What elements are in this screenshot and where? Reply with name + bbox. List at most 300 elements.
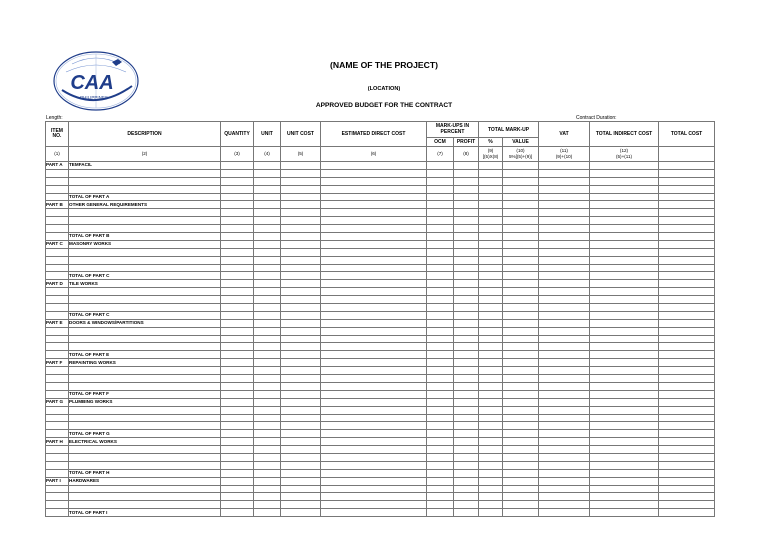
part-total-row [46,469,715,477]
table-cell [281,390,321,398]
table-cell [221,406,254,414]
table-cell [427,319,454,327]
table-cell [539,398,590,406]
table-cell [46,193,69,201]
table-cell [427,477,454,485]
logo-subtext: PHILIPPINES [80,95,108,100]
table-cell [254,169,281,177]
index-formula: (5)+(11) [615,154,633,159]
header-markups-percent: MARK-UPS IN PERCENT [427,122,479,138]
table-cell [479,240,503,248]
table-cell [590,406,659,414]
table-cell [659,304,715,312]
table-cell [254,280,281,288]
table-cell [659,343,715,351]
project-title: (NAME OF THE PROJECT) [330,60,438,70]
table-cell [503,446,539,454]
table-cell [454,233,479,241]
table-cell [539,477,590,485]
table-cell [539,438,590,446]
table-cell [590,430,659,438]
table-cell [503,288,539,296]
table-cell [427,430,454,438]
table-cell [69,209,221,217]
part-total-label: TOTAL OF PART H [69,469,221,477]
table-cell [659,288,715,296]
table-cell [590,390,659,398]
table-cell [427,185,454,193]
part-title: TEMFACIL [69,162,221,170]
table-cell [659,201,715,209]
table-cell [659,485,715,493]
table-cell [281,359,321,367]
table-cell [46,288,69,296]
table-cell [454,406,479,414]
table-cell [281,469,321,477]
table-row [46,225,715,233]
table-cell [281,280,321,288]
table-cell [254,217,281,225]
table-cell [69,296,221,304]
table-cell [254,193,281,201]
table-cell [321,485,427,493]
table-cell [454,272,479,280]
table-cell [69,248,221,256]
table-cell [221,398,254,406]
table-cell [590,335,659,343]
part-code: PART I [46,477,69,485]
table-cell [69,485,221,493]
table-cell [479,398,503,406]
table-cell [590,422,659,430]
table-cell [503,382,539,390]
table-cell [503,169,539,177]
table-cell [221,209,254,217]
table-cell [479,343,503,351]
table-cell [503,422,539,430]
table-cell [454,162,479,170]
table-cell [539,343,590,351]
table-cell [590,375,659,383]
table-cell [503,461,539,469]
table-cell [539,453,590,461]
index-cell: (3) [221,147,254,162]
table-cell [479,311,503,319]
table-cell [454,248,479,256]
table-cell [590,264,659,272]
table-cell [254,335,281,343]
header-ocm: OCM [427,138,454,147]
table-cell [221,335,254,343]
part-code: PART F [46,359,69,367]
index-label: (11) [560,148,568,154]
table-cell [221,185,254,193]
table-cell [46,209,69,217]
table-cell [479,264,503,272]
part-title: MASONRY WORKS [69,240,221,248]
table-cell [254,382,281,390]
table-cell [539,390,590,398]
table-cell [427,264,454,272]
table-cell [539,233,590,241]
table-cell [321,193,427,201]
table-cell [539,225,590,233]
table-cell [454,256,479,264]
table-cell [321,177,427,185]
table-cell [254,485,281,493]
table-cell [590,453,659,461]
location-label: (LOCATION) [367,86,401,92]
table-cell [539,177,590,185]
table-cell [479,351,503,359]
part-title: ELECTRICAL WORKS [69,438,221,446]
column-index-row [46,147,715,162]
table-cell [221,201,254,209]
index-cell: (4) [254,147,281,162]
table-row [46,217,715,225]
part-title: DOORS & WINDOWS/PARTITIONS [69,319,221,327]
table-cell [590,248,659,256]
table-cell [221,382,254,390]
table-cell [659,280,715,288]
table-cell [479,248,503,256]
part-header-row [46,359,715,367]
table-cell [427,398,454,406]
table-cell [254,343,281,351]
table-cell [454,185,479,193]
table-cell [281,453,321,461]
part-title: PLUMBING WORKS [69,398,221,406]
table-cell [427,390,454,398]
table-cell [590,311,659,319]
table-cell [254,398,281,406]
table-cell [221,367,254,375]
table-cell [503,469,539,477]
table-cell [254,272,281,280]
table-cell [321,375,427,383]
table-row [46,335,715,343]
part-title: TILE WORKS [69,280,221,288]
table-cell [221,493,254,501]
table-cell [254,446,281,454]
table-cell [254,406,281,414]
table-cell [427,469,454,477]
header-total-cost: TOTAL COST [659,122,715,147]
part-total-label: TOTAL OF PART B [69,233,221,241]
table-cell [539,256,590,264]
table-cell [454,359,479,367]
table-cell [659,477,715,485]
table-cell [321,493,427,501]
table-cell [321,390,427,398]
table-cell [281,430,321,438]
table-cell [254,422,281,430]
table-cell [321,233,427,241]
table-cell [590,461,659,469]
table-cell [479,461,503,469]
table-cell [454,367,479,375]
table-cell [454,319,479,327]
table-cell [46,469,69,477]
table-cell [221,414,254,422]
table-cell [427,422,454,430]
table-cell [69,304,221,312]
table-cell [46,367,69,375]
table-cell [659,162,715,170]
table-cell [254,351,281,359]
table-cell [659,248,715,256]
table-cell [281,296,321,304]
table-cell [590,359,659,367]
table-cell [281,375,321,383]
table-cell [321,327,427,335]
table-cell [659,398,715,406]
table-cell [427,438,454,446]
table-cell [281,256,321,264]
table-cell [659,469,715,477]
table-cell [503,201,539,209]
table-cell [539,430,590,438]
table-cell [479,493,503,501]
table-cell [539,367,590,375]
table-cell [454,382,479,390]
table-cell [321,240,427,248]
table-cell [221,225,254,233]
table-cell [659,335,715,343]
contract-duration-label: Contract Duration: [576,115,617,121]
table-cell [69,185,221,193]
table-cell [281,367,321,375]
table-cell [69,461,221,469]
table-cell [479,233,503,241]
table-cell [69,422,221,430]
table-cell [454,169,479,177]
index-cell: (7) [427,147,454,162]
table-cell [281,501,321,509]
table-cell [454,461,479,469]
table-cell [46,327,69,335]
table-cell [46,461,69,469]
header-vat: VAT [539,122,590,147]
table-cell [503,485,539,493]
table-cell [659,256,715,264]
part-header-row [46,280,715,288]
table-cell [221,359,254,367]
part-total-row [46,509,715,517]
table-cell [503,501,539,509]
table-cell [503,225,539,233]
table-cell [254,461,281,469]
table-cell [281,438,321,446]
table-cell [503,185,539,193]
part-total-label: TOTAL OF PART G [69,430,221,438]
table-cell [539,288,590,296]
table-cell [321,351,427,359]
table-cell [69,375,221,383]
table-cell [503,311,539,319]
table-cell [454,311,479,319]
table-cell [427,461,454,469]
table-cell [281,422,321,430]
table-cell [659,382,715,390]
table-cell [454,280,479,288]
header-unit-cost: UNIT COST [281,122,321,147]
table-cell [221,422,254,430]
table-cell [659,296,715,304]
table-cell [321,296,427,304]
table-cell [254,233,281,241]
table-cell [427,453,454,461]
table-cell [590,185,659,193]
table-cell [479,193,503,201]
table-cell [659,422,715,430]
table-cell [69,414,221,422]
part-code: PART G [46,398,69,406]
table-cell [281,193,321,201]
table-cell [281,272,321,280]
table-cell [281,343,321,351]
table-cell [69,382,221,390]
table-cell [590,296,659,304]
table-cell [539,406,590,414]
table-cell [221,311,254,319]
header-unit: UNIT [254,122,281,147]
table-cell [590,209,659,217]
table-cell [321,288,427,296]
table-cell [503,359,539,367]
table-cell [590,414,659,422]
table-cell [503,162,539,170]
table-cell [321,382,427,390]
table-row [46,446,715,454]
header-quantity: QUANTITY [221,122,254,147]
table-cell [479,469,503,477]
table-cell [254,288,281,296]
table-cell [539,501,590,509]
table-cell [659,501,715,509]
table-cell [659,225,715,233]
table-row [46,256,715,264]
table-cell [479,422,503,430]
table-row [46,169,715,177]
table-cell [454,509,479,517]
index-cell [503,147,539,162]
table-cell [427,296,454,304]
table-cell [539,272,590,280]
table-cell [590,398,659,406]
table-cell [539,509,590,517]
table-cell [321,509,427,517]
table-cell [454,390,479,398]
table-cell [46,351,69,359]
table-cell [221,343,254,351]
table-cell [427,256,454,264]
table-cell [539,248,590,256]
table-cell [539,240,590,248]
table-cell [590,343,659,351]
table-cell [281,248,321,256]
table-cell [590,162,659,170]
table-cell [69,288,221,296]
index-cell: (2) [69,147,221,162]
table-cell [539,169,590,177]
table-cell [254,177,281,185]
table-cell [659,461,715,469]
table-cell [659,438,715,446]
table-cell [479,272,503,280]
table-cell [427,509,454,517]
table-cell [659,169,715,177]
table-cell [321,446,427,454]
table-cell [590,327,659,335]
table-cell [539,264,590,272]
part-total-label: TOTAL OF PART E [69,351,221,359]
table-cell [479,256,503,264]
table-cell [454,177,479,185]
index-cell: (8) [454,147,479,162]
table-cell [46,233,69,241]
table-cell [46,264,69,272]
table-cell [46,272,69,280]
table-cell [281,311,321,319]
table-cell [539,469,590,477]
table-cell [427,446,454,454]
table-cell [69,264,221,272]
table-cell [590,493,659,501]
table-cell [281,240,321,248]
table-cell [659,185,715,193]
table-cell [590,169,659,177]
table-cell [46,453,69,461]
table-cell [427,501,454,509]
table-cell [221,390,254,398]
index-cell: (6) [321,147,427,162]
budget-table [45,121,715,517]
table-cell [46,414,69,422]
table-cell [321,248,427,256]
table-cell [539,422,590,430]
table-cell [427,248,454,256]
table-cell [427,288,454,296]
index-cell [659,147,715,162]
index-label: (10) [516,148,525,154]
table-cell [590,304,659,312]
part-total-row [46,351,715,359]
table-cell [254,319,281,327]
table-cell [427,177,454,185]
table-row [46,375,715,383]
table-cell [46,501,69,509]
table-cell [454,469,479,477]
table-cell [321,272,427,280]
table-cell [539,319,590,327]
table-cell [254,359,281,367]
table-cell [281,398,321,406]
table-cell [590,367,659,375]
header-value: VALUE [503,138,539,147]
table-cell [254,469,281,477]
table-cell [254,225,281,233]
table-cell [221,446,254,454]
table-row [46,296,715,304]
table-cell [479,430,503,438]
part-title: HARDWARES [69,477,221,485]
table-cell [281,177,321,185]
table-cell [321,461,427,469]
table-cell [46,225,69,233]
table-row [46,304,715,312]
table-cell [281,209,321,217]
